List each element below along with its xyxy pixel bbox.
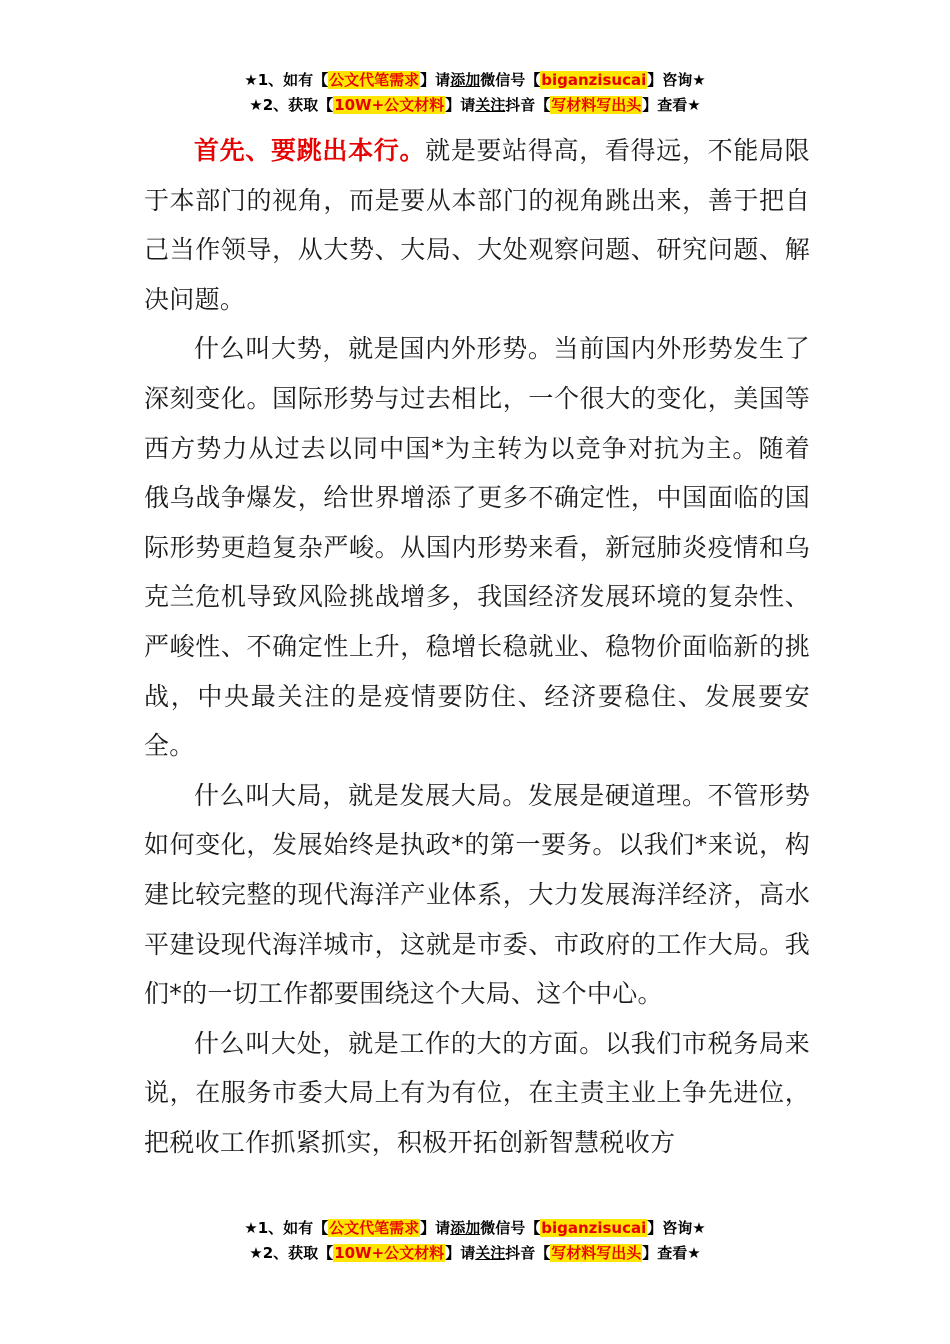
promo-highlight: 10W+公文材料 (334, 1244, 445, 1262)
promo-text: 】查看★ (642, 96, 701, 114)
promo-highlight: 公文代笔需求 (329, 1219, 420, 1237)
promo-text: 】请 (420, 71, 451, 89)
promo-wechat-id: biganzisucai (541, 1219, 647, 1237)
promo-line-2 (0, 93, 950, 118)
promo-text: ★1、如有【 (244, 1219, 329, 1237)
paragraph-1 (144, 126, 810, 324)
promo-text: ★1、如有【 (244, 71, 329, 89)
promo-banner-bottom (0, 1216, 950, 1266)
promo-text: 抖音【 (505, 1244, 551, 1262)
promo-text: 】咨询★ (647, 1219, 706, 1237)
promo-text: 】请 (445, 96, 476, 114)
promo-text: ★2、获取【 (249, 96, 334, 114)
promo-underlined: 添加 (450, 71, 481, 89)
promo-underlined: 关注 (475, 96, 506, 114)
promo-highlight: 10W+公文材料 (334, 96, 445, 114)
promo-text: 抖音【 (505, 96, 551, 114)
promo-text: 微信号【 (480, 1219, 541, 1237)
document-body (144, 126, 810, 1167)
promo-text: 】咨询★ (647, 71, 706, 89)
promo-text: ★2、获取【 (249, 1244, 334, 1262)
promo-text: 】请 (445, 1244, 476, 1262)
promo-line-2 (0, 1241, 950, 1266)
promo-douyin-id: 写材料写出头 (551, 1244, 642, 1262)
promo-underlined: 添加 (450, 1219, 481, 1237)
promo-line-1 (0, 1216, 950, 1241)
promo-wechat-id: biganzisucai (541, 71, 647, 89)
paragraph-3: 什么叫大局，就是发展大局。发展是硬道理。不管形势如何变化，发展始终是执政*的第一要务。以我们*来说，构建比较完整的现代海洋产业体系，大力发展海洋经济，高水平建设现代海洋城市，这就是市委、市政府的工作大局。我们*的一切工作都要围绕这个大局、这个中心。 (144, 780, 810, 1009)
promo-line-1 (0, 68, 950, 93)
paragraph-lead-heading: 首先、要跳出本行。 (194, 136, 426, 165)
promo-underlined: 关注 (475, 1244, 506, 1262)
promo-banner-top (0, 68, 950, 118)
paragraph-1-text: 就是要站得高，看得远，不能局限于本部门的视角，而是要从本部门的视角跳出来，善于把自己当作领导，从大势、大局、大处观察问题、研究问题、解决问题。 (144, 136, 810, 314)
paragraph-4: 什么叫大处，就是工作的大的方面。以我们市税务局来说，在服务市委大局上有为有位，在主责主业上争先进位，把税收工作抓紧抓实，积极开拓创新智慧税收方 (144, 1028, 810, 1157)
promo-text: 微信号【 (480, 71, 541, 89)
promo-text: 】查看★ (642, 1244, 701, 1262)
promo-text: 】请 (420, 1219, 451, 1237)
promo-douyin-id: 写材料写出头 (551, 96, 642, 114)
promo-highlight: 公文代笔需求 (329, 71, 420, 89)
paragraph-2: 什么叫大势，就是国内外形势。当前国内外形势发生了深刻变化。国际形势与过去相比，一个很大的变化，美国等西方势力从过去以同中国*为主转为以竞争对抗为主。随着俄乌战争爆发，给世界增添了更多不确定性，中国面临的国际形势更趋复杂严峻。从国内形势来看，新冠肺炎疫情和乌克兰危机导致风险挑战增多，我国经济发展环境的复杂性、严峻性、不确定性上升，稳增长稳就业、稳物价面临新的挑战，中央最关注的是疫情要防住、经济要稳住、发展要安全。 (144, 334, 810, 761)
